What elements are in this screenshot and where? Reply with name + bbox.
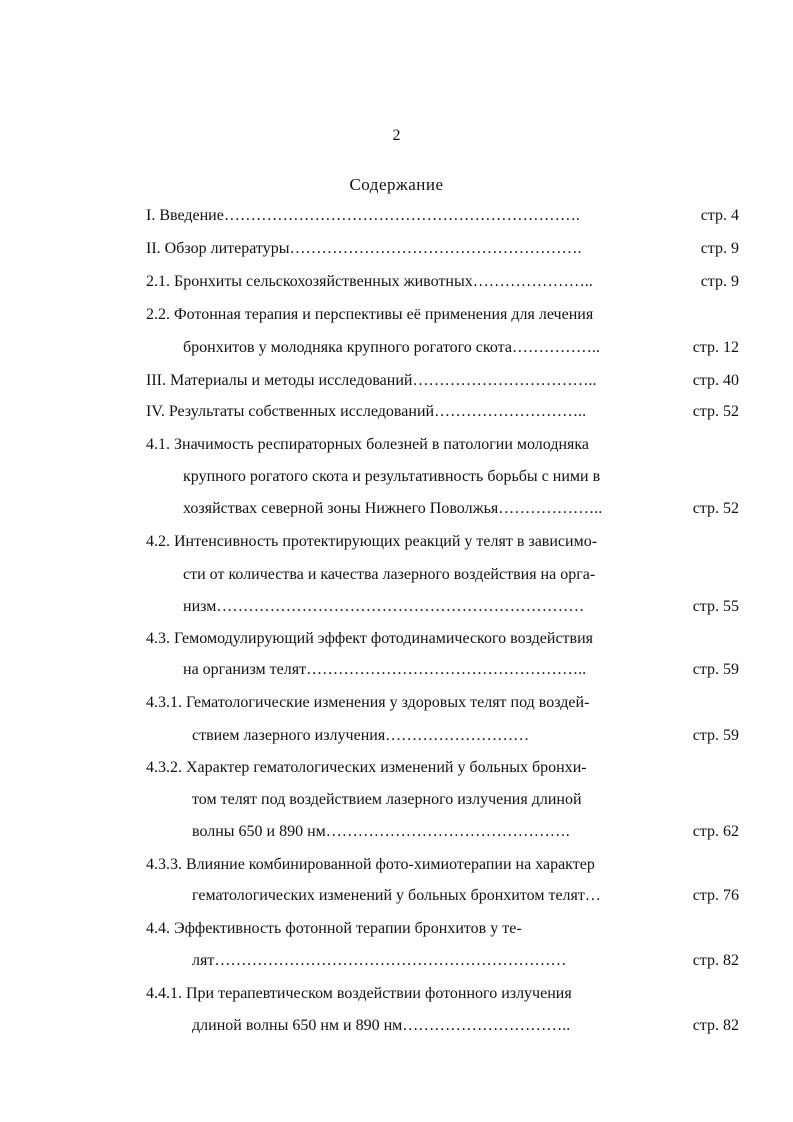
toc-entry-text: I. Введение…………………………………………………………. <box>146 207 580 224</box>
toc-entry-text: 4.4.1. При терапевтическом воздействии фотонного излучения <box>146 985 572 1002</box>
toc-entry <box>146 238 739 260</box>
toc-entry-text: бронхитов у молодняка крупного рогатого скота…………….. <box>183 339 600 356</box>
toc-entry <box>146 564 739 586</box>
toc-entry-page: стр. 52 <box>692 403 739 420</box>
toc-entry-page: стр. 12 <box>692 339 739 356</box>
toc-entry-page: стр. 82 <box>692 952 739 969</box>
toc-entry <box>146 337 739 359</box>
toc-entry-text: III. Материалы и методы исследований…………………………….. <box>146 372 597 389</box>
toc-entry <box>146 950 739 972</box>
toc-entry-text: сти от количества и качества лазерного воздействия на орга- <box>183 566 596 583</box>
toc-entry-text: хозяйствах северной зоны Нижнего Поволжья……………….. <box>183 500 603 517</box>
toc-entry-text: крупного рогатого скота и результативность борьбы с ними в <box>183 468 601 485</box>
toc-entry-text: волны 650 и 890 нм………………………………………. <box>192 823 570 840</box>
toc-entry-text: лят………………………………………………………… <box>192 952 567 969</box>
toc-entry-page: стр. 9 <box>700 273 739 290</box>
toc-entry <box>146 466 739 488</box>
toc-entry <box>146 983 739 1005</box>
toc-entry <box>146 401 739 423</box>
toc-entry-text: 2.2. Фотонная терапия и перспективы её применения для лечения <box>146 306 594 323</box>
toc-entry-text: на организм телят…………………………………………….. <box>183 661 587 678</box>
toc-entry <box>146 659 739 681</box>
toc-entry-page: стр. 52 <box>692 500 739 517</box>
toc-entry-page: стр. 59 <box>692 727 739 744</box>
toc-entry <box>146 531 739 553</box>
toc-entry-page: стр. 82 <box>692 1017 739 1034</box>
toc-entry-text: длиной волны 650 нм и 890 нм………………………….. <box>192 1017 571 1034</box>
toc-entry <box>146 370 739 392</box>
toc-entry <box>146 854 739 876</box>
toc-entry-page: стр. 76 <box>692 887 739 904</box>
toc-entry-page: стр. 62 <box>692 823 739 840</box>
toc-entry <box>146 628 739 650</box>
toc-entry-text: 4.3.2. Характер гематологических изменений у больных бронхи- <box>146 759 587 776</box>
toc-title: Содержание <box>349 175 444 194</box>
toc-entry <box>146 725 739 747</box>
toc-entry <box>146 205 739 227</box>
toc-entry <box>146 304 739 326</box>
toc-entry-text: 4.2. Интенсивность протектирующих реакций у телят в зависимо- <box>146 533 598 550</box>
toc-entry-text: 4.1. Значимость респираторных болезней в патологии молодняка <box>146 436 590 453</box>
toc-entry <box>146 821 739 843</box>
toc-entry <box>146 757 739 779</box>
toc-entry <box>146 498 739 520</box>
toc-entry-text: II. Обзор литературы………………………………………………. <box>146 240 582 257</box>
toc-entry-text: низм…………………………………………………………… <box>183 598 585 615</box>
toc-entry-text: том телят под воздействием лазерного излучения длиной <box>192 791 582 808</box>
toc-entry-text: IV. Результаты собственных исследований……………………….. <box>146 403 587 420</box>
toc-entry-page: стр. 59 <box>692 661 739 678</box>
toc-entry <box>146 271 739 293</box>
toc-entry-page: стр. 40 <box>692 372 739 389</box>
toc-entry-text: ствием лазерного излучения……………………… <box>192 727 530 744</box>
toc-entry-page: стр. 55 <box>692 598 739 615</box>
toc-entry-text: 4.3. Гемомодулирующий эффект фотодинамического воздействия <box>146 630 594 647</box>
toc-entry <box>146 885 739 907</box>
toc-entry <box>146 918 739 940</box>
toc-entry <box>146 692 739 714</box>
toc-entry-text: 4.3.1. Гематологические изменения у здоровых телят под воздей- <box>146 694 590 711</box>
toc-entry-text: гематологических изменений у больных бронхитом телят… <box>192 887 601 904</box>
toc-entry-text: 4.3.3. Влияние комбинированной фото-химиотерапии на характер <box>146 856 595 873</box>
toc-entry <box>146 596 739 618</box>
page-number: 2 <box>392 127 401 144</box>
toc-entry <box>146 434 739 456</box>
toc-entry <box>146 1015 739 1037</box>
toc-entry-text: 4.4. Эффективность фотонной терапии бронхитов у те- <box>146 920 522 937</box>
toc-entry-page: стр. 9 <box>700 240 739 257</box>
toc-entry-page: стр. 4 <box>700 207 739 224</box>
toc-entry <box>146 789 739 811</box>
toc-entry-text: 2.1. Бронхиты сельскохозяйственных животных………………….. <box>146 273 593 290</box>
